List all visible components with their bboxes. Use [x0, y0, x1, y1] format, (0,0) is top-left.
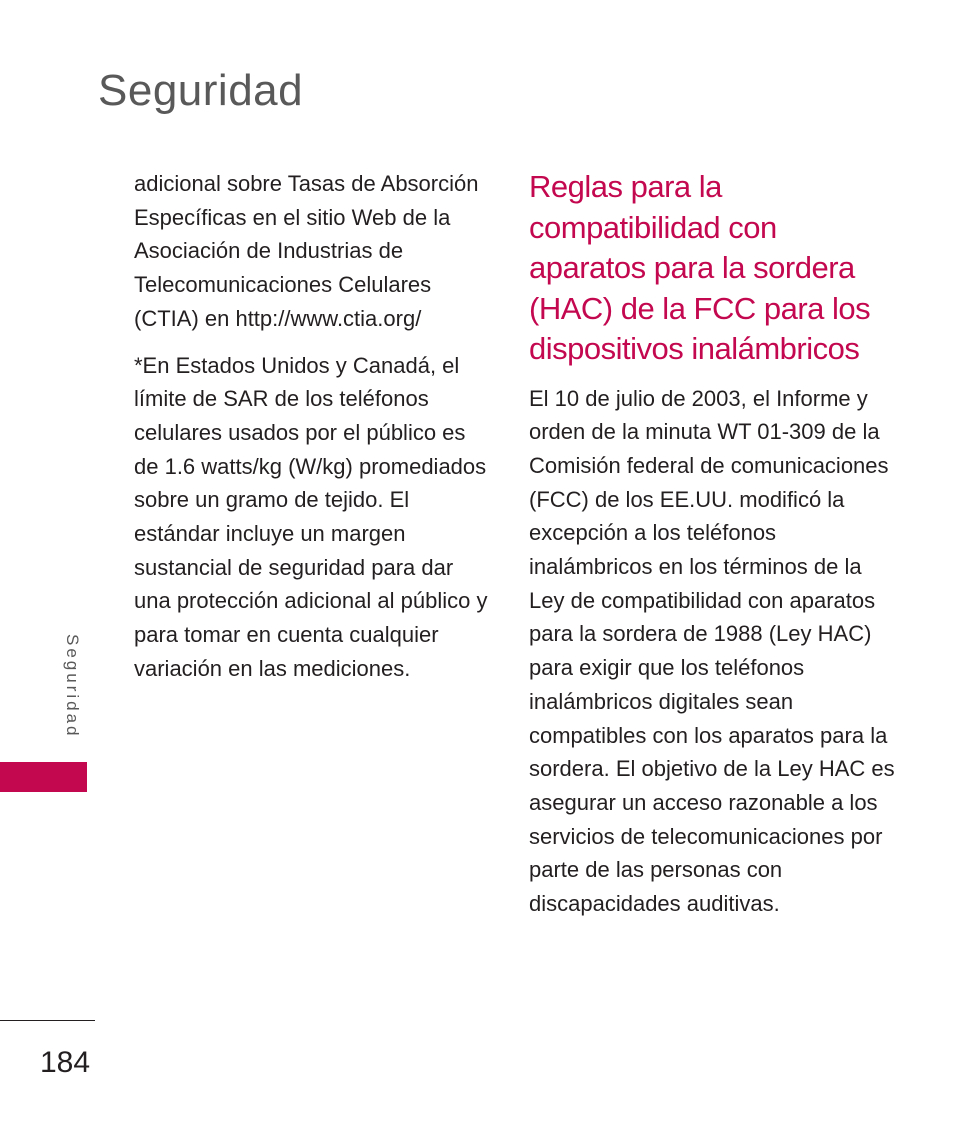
- page-number: 184: [40, 1046, 91, 1079]
- section-heading: Reglas para la compatibilidad con aparatos para la sordera (HAC) de la FCC para los dispositivos inalámbricos: [529, 169, 871, 366]
- right-paragraph: El 10 de julio de 2003, el Informe y orden de la minuta WT 01-309 de la Comisión federal de comunicaciones (FCC) de los EE.UU. modificó la excepción a los teléfonos inalámbricos en los términos de la Ley de compatibilidad con aparatos para la sordera de 1988 (Ley HAC) para exigir que los teléfonos inalámbricos digitales sean compatibles con los aparatos para la sordera. El objetivo de la Ley HAC es asegurar un acceso razonable a los servicios de telecomunicaciones por parte de las personas con discapacidades auditivas.: [529, 385, 895, 917]
- right-column: [529, 167, 899, 921]
- left-paragraph-1: adicional sobre Tasas de Absorción Específicas en el sitio Web de la Asociación de Industrias de Telecomunicaciones Celulares (CTIA) en http://www.ctia.org/: [134, 171, 479, 331]
- side-section-label: Seguridad: [63, 634, 82, 739]
- footer-divider: [0, 1020, 95, 1021]
- page-title: Seguridad: [98, 66, 304, 115]
- section-tab-marker: [0, 762, 87, 792]
- left-column: [134, 167, 489, 699]
- left-paragraph-2: *En Estados Unidos y Canadá, el límite de SAR de los teléfonos celulares usados por el público es de 1.6 watts/kg (W/kg) promediados sobre un gramo de tejido. El estándar incluye un margen sustancial de seguridad para dar una protección adicional al público y para tomar en cuenta cualquier variación en las mediciones.: [134, 352, 488, 681]
